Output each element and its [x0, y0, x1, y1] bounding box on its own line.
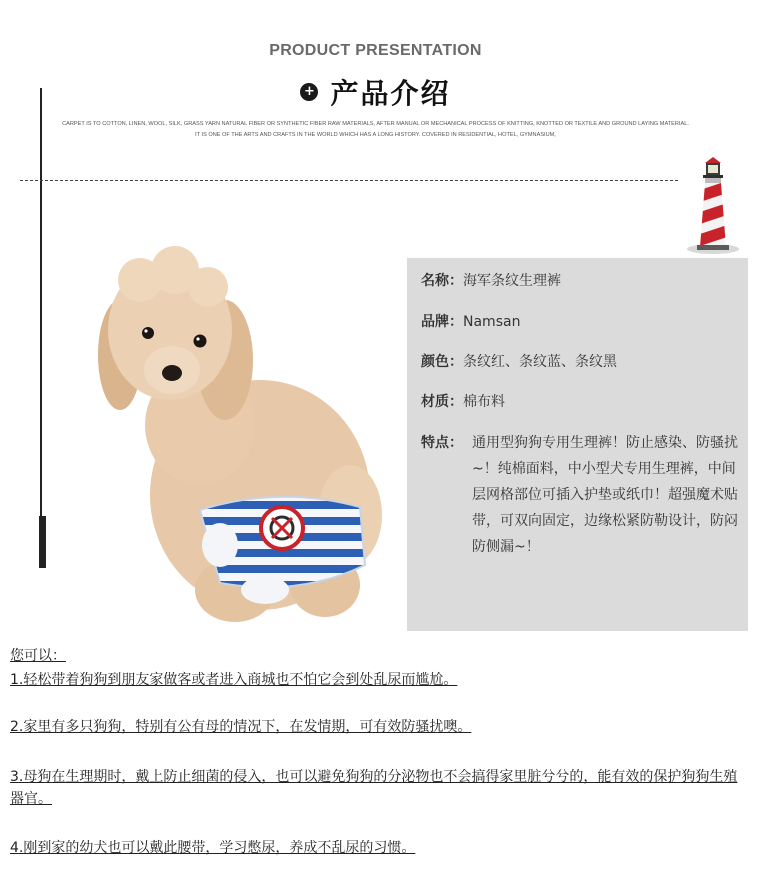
product-name-row	[421, 268, 741, 294]
product-color-row	[421, 349, 741, 375]
section-title-en: PRODUCT PRESENTATION	[269, 42, 482, 59]
dashed-divider	[20, 180, 678, 181]
vertical-divider	[40, 88, 42, 568]
lighthouse-icon	[685, 155, 743, 255]
english-description: CARPET IS TO COTTON, LINEN, WOOL, SILK, GRASS YARN NATURAL FIBER OR SYNTHETIC FIBER RAW MATERIALS, AFTER MANUAL OR MECHANICAL PROCESS OF KNITTING, KNOTTED OR TEXTILE AND GROUND LAYING MATERIAL. IT IS ONE OF THE ARTS AND CRAFTS IN THE WORLD WHICH HAS A LONG HISTORY. COVERED IN RESIDENTIAL, HOTEL, GYMNASIUM,	[62, 121, 689, 138]
product-brand-row	[421, 309, 741, 335]
product-features-label: 特点：	[421, 435, 463, 451]
product-name-value: 海军条纹生理裤	[463, 273, 561, 289]
section-title-cn-row	[0, 72, 751, 112]
vertical-accent-bar	[39, 516, 46, 568]
benefit-item-3: 3.母狗在生理期时，戴上防止细菌的侵入，也可以避免狗狗的分泌物也不会搞得家里脏兮兮的，能有效的保护狗狗生殖器官。	[10, 769, 738, 807]
product-material-label: 材质：	[421, 394, 463, 410]
benefits-heading: 您可以：	[10, 648, 66, 664]
product-brand-label: 品牌：	[421, 314, 463, 330]
section-title-cn: 产品介绍	[330, 77, 451, 110]
product-color-label: 颜色：	[421, 354, 463, 370]
benefit-item-1: 1.轻松带着狗狗到朋友家做客或者进入商城也不怕它会到处乱尿而尴尬。	[10, 672, 458, 688]
product-brand-value: Namsan	[463, 314, 521, 330]
product-info-panel	[407, 258, 748, 631]
product-name-label: 名称：	[421, 273, 463, 289]
benefit-item-4: 4.刚到家的幼犬也可以戴此腰带，学习憋尿，养成不乱尿的习惯。	[10, 840, 416, 856]
benefit-item-2: 2.家里有多只狗狗，特别有公有母的情况下，在发情期，可有效防骚扰噢。	[10, 719, 472, 735]
poodle-in-striped-diaper-image	[60, 245, 405, 630]
product-features-row	[421, 430, 741, 560]
product-material-value: 棉布料	[463, 394, 505, 410]
product-material-row	[421, 389, 741, 415]
plus-bullet-icon: +	[300, 83, 318, 101]
product-features-value: 通用型狗狗专用生理裤！防止感染、防骚扰~！纯棉面料，中小型犬专用生理裤，中间层网格部位可插入护垫或纸巾！超强魔术贴带，可双向固定，边缘松紧防勒设计，防闷防侧漏~！	[472, 435, 738, 555]
product-color-value: 条纹红、条纹蓝、条纹黑	[463, 354, 617, 370]
